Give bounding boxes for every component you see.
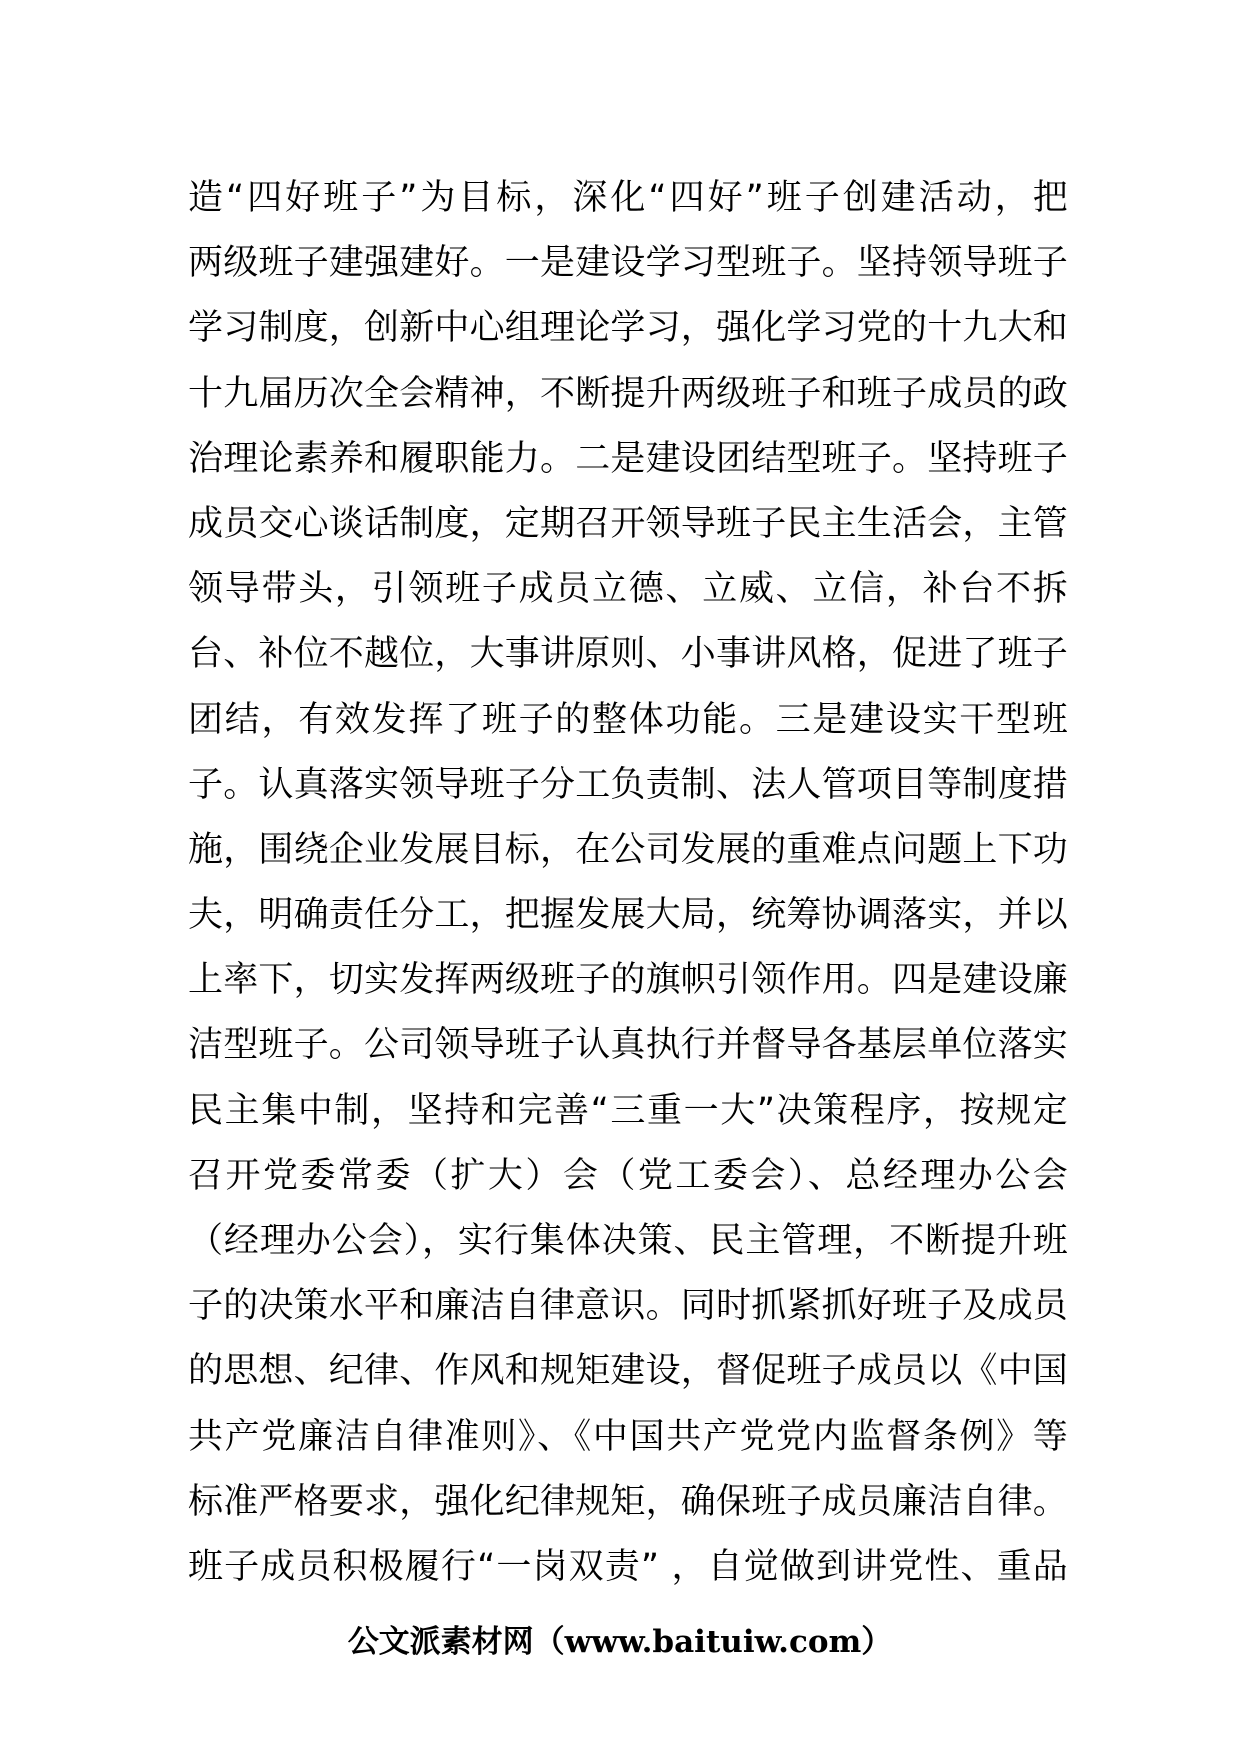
text-line-19: 的思想、纪律、作风和规矩建设，督促班子成员以《中国 bbox=[188, 1351, 1069, 1392]
text-line-3: 学习制度，创新中心组理论学习，强化学习党的十九大和 bbox=[188, 308, 1069, 349]
text-line-10: 子。认真落实领导班子分工负责制、法人管项目等制度措 bbox=[188, 764, 1069, 805]
text-line-22: 班子成员积极履行“一岗双责” ，自觉做到讲党性、重品 bbox=[188, 1546, 1068, 1587]
text-line-13: 上率下，切实发挥两级班子的旗帜引领作用。四是建设廉 bbox=[188, 960, 1069, 1001]
text-line-14: 洁型班子。公司领导班子认真执行并督导各基层单位落实 bbox=[188, 1025, 1069, 1066]
text-line-5: 治理论素养和履职能力。二是建设团结型班子。坚持班子 bbox=[188, 438, 1069, 479]
text-line-16: 召开党委常委（扩大）会（党工委会）、总经理办公会 bbox=[188, 1155, 1068, 1196]
text-line-1: 造“四好班子”为目标，深化“四好”班子创建活动，把 bbox=[188, 178, 1068, 218]
footer-watermark: 公文派素材网（www.baituiw.com） bbox=[347, 1624, 893, 1660]
text-line-2: 两级班子建强建好。一是建设学习型班子。坚持领导班子 bbox=[188, 243, 1069, 284]
text-line-6: 成员交心谈话制度，定期召开领导班子民主生活会，主管 bbox=[188, 503, 1069, 544]
text-line-11: 施，围绕企业发展目标，在公司发展的重难点问题上下功 bbox=[188, 829, 1069, 870]
text-line-20: 共产党廉洁自律准则》、《中国共产党党内监督条例》等 bbox=[188, 1416, 1068, 1457]
text-line-21: 标准严格要求，强化纪律规矩，确保班子成员廉洁自律。 bbox=[188, 1481, 1069, 1522]
text-line-4: 十九届历次全会精神，不断提升两级班子和班子成员的政 bbox=[188, 373, 1069, 414]
text-line-8: 台、补位不越位，大事讲原则、小事讲风格，促进了班子 bbox=[188, 634, 1069, 675]
body-text bbox=[188, 166, 1068, 1600]
text-line-17: （经理办公会），实行集体决策、民主管理，不断提升班 bbox=[188, 1221, 1068, 1261]
text-line-15: 民主集中制，坚持和完善“三重一大”决策程序，按规定 bbox=[188, 1090, 1068, 1131]
text-line-12: 夫，明确责任分工，把握发展大局，统筹协调落实，并以 bbox=[188, 895, 1069, 936]
text-line-7: 领导带头，引领班子成员立德、立威、立信，补台不拆 bbox=[188, 569, 1068, 610]
text-line-18: 子的决策水平和廉洁自律意识。同时抓紧抓好班子及成员 bbox=[188, 1286, 1069, 1327]
text-line-9: 团结，有效发挥了班子的整体功能。三是建设实干型班 bbox=[188, 699, 1068, 740]
